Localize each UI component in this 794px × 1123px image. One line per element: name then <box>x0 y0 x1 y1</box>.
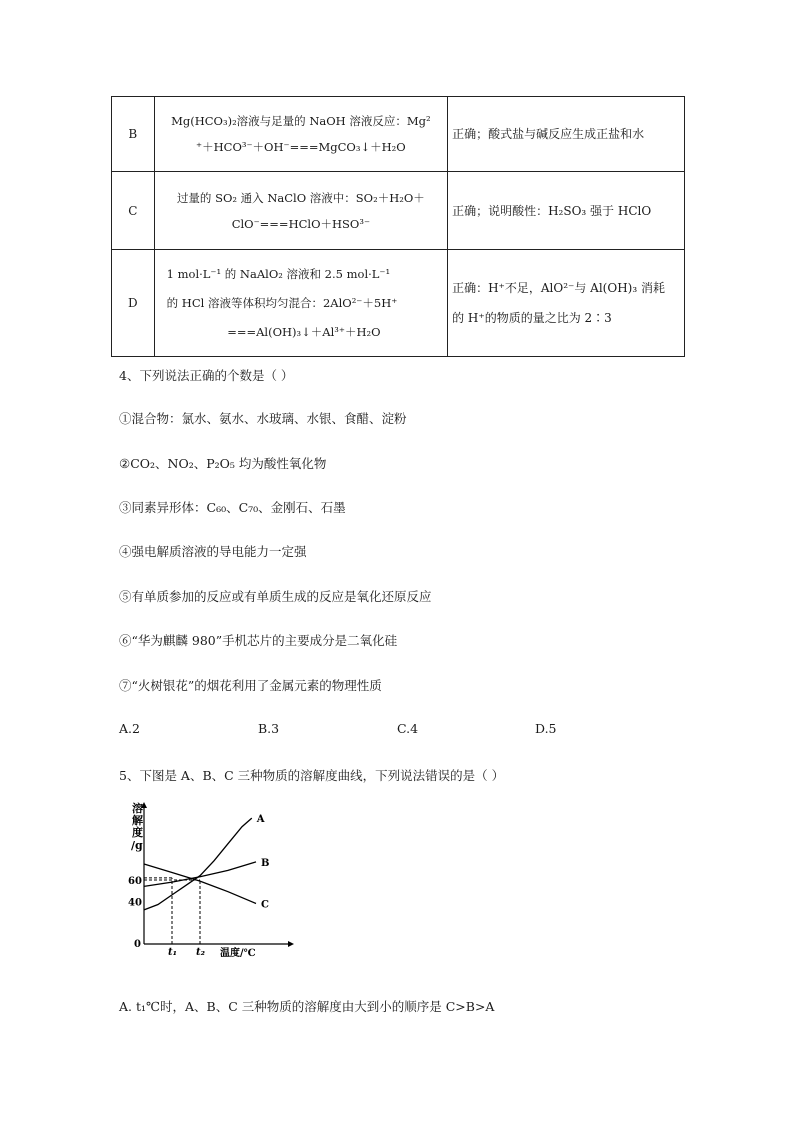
y-label-char: /g <box>131 839 143 852</box>
question-4-stem: 4、下列说法正确的个数是（ ） <box>119 368 294 383</box>
choice-a[interactable]: A.2 <box>119 721 140 736</box>
comment-line: 正确：H⁺不足，AlO²⁻与 Al(OH)₃ 消耗 <box>452 281 665 295</box>
x-axis-label: 温度/℃ <box>220 948 256 959</box>
comment-cell: 正确；酸式盐与碱反应生成正盐和水 <box>448 97 685 172</box>
option-a[interactable]: A. t₁℃时，A、B、C 三种物质的溶解度由大到小的顺序是 C>B>A <box>119 999 495 1014</box>
table-row-c <box>112 172 685 250</box>
equation-line: ===Al(OH)₃↓＋Al³⁺＋H₂O <box>227 324 381 339</box>
equation-line: ClO⁻===HClO＋HSO³⁻ <box>231 216 371 231</box>
statement-5: ⑤有单质参加的反应或有单质生成的反应是氧化还原反应 <box>119 589 432 604</box>
row-label: C <box>112 172 155 250</box>
x-tick-label: t₂ <box>196 947 205 958</box>
statement-2: ②CO₂、NO₂、P₂O₅ 均为酸性氧化物 <box>119 456 327 471</box>
equation-cell <box>154 172 447 250</box>
series-label-b: B <box>261 857 270 869</box>
statement-6: ⑥“华为麒麟 980”手机芯片的主要成分是二氧化硅 <box>119 633 398 648</box>
series-label-c: C <box>261 899 269 911</box>
x-axis-arrow <box>288 941 294 947</box>
comment-cell: 正确；说明酸性：H₂SO₃ 强于 HClO <box>448 172 685 250</box>
equation-line: 1 mol·L⁻¹ 的 NaAlO₂ 溶液和 2.5 mol·L⁻¹ <box>166 266 391 281</box>
equation-line: 的 HCl 溶液等体积均匀混合：2AlO²⁻＋5H⁺ <box>166 295 398 310</box>
row-label: D <box>112 250 155 357</box>
equation-cell <box>154 97 447 172</box>
equation-line: ⁺＋HCO³⁻＋OH⁻===MgCO₃↓＋H₂O <box>196 140 406 154</box>
y-label-char: 度 <box>132 826 143 839</box>
table-row-b <box>112 97 685 172</box>
equation-line: Mg(HCO₃)₂溶液与足量的 NaOH 溶液反应：Mg² <box>171 114 431 128</box>
series-line-a <box>144 818 252 910</box>
statement-7: ⑦“火树银花”的烟花利用了金属元素的物理性质 <box>119 678 382 693</box>
choice-b[interactable]: B.3 <box>258 721 280 736</box>
equation-cell <box>154 250 447 357</box>
origin-label: 0 <box>134 939 141 950</box>
statement-1: ①混合物：氯水、氨水、水玻璃、水银、食醋、淀粉 <box>119 411 407 426</box>
options-table <box>111 96 685 357</box>
comment-cell <box>448 250 685 357</box>
choice-c[interactable]: C.4 <box>397 721 419 736</box>
row-label: B <box>112 97 155 172</box>
statement-4: ④强电解质溶液的导电能力一定强 <box>119 544 307 559</box>
chart-marks <box>128 814 269 958</box>
comment-line: 的 H⁺的物质的量之比为 2∶3 <box>452 311 612 325</box>
choice-d[interactable]: D.5 <box>535 721 557 736</box>
table-row-d <box>112 250 685 357</box>
y-label-char: 解 <box>132 814 143 827</box>
solubility-chart <box>118 796 298 961</box>
x-tick-label: t₁ <box>168 947 177 958</box>
y-label-char: 溶 <box>132 802 143 815</box>
statement-3: ③同素异形体：C₆₀、C₇₀、金刚石、石墨 <box>119 500 346 515</box>
question-5-stem: 5、下图是 A、B、C 三种物质的溶解度曲线，下列说法错误的是（ ） <box>119 768 505 783</box>
series-label-a: A <box>256 814 265 826</box>
equation-line: 过量的 SO₂ 通入 NaClO 溶液中：SO₂＋H₂O＋ <box>176 190 425 205</box>
y-tick-label: 60 <box>128 876 142 887</box>
y-tick-label: 40 <box>128 897 142 909</box>
